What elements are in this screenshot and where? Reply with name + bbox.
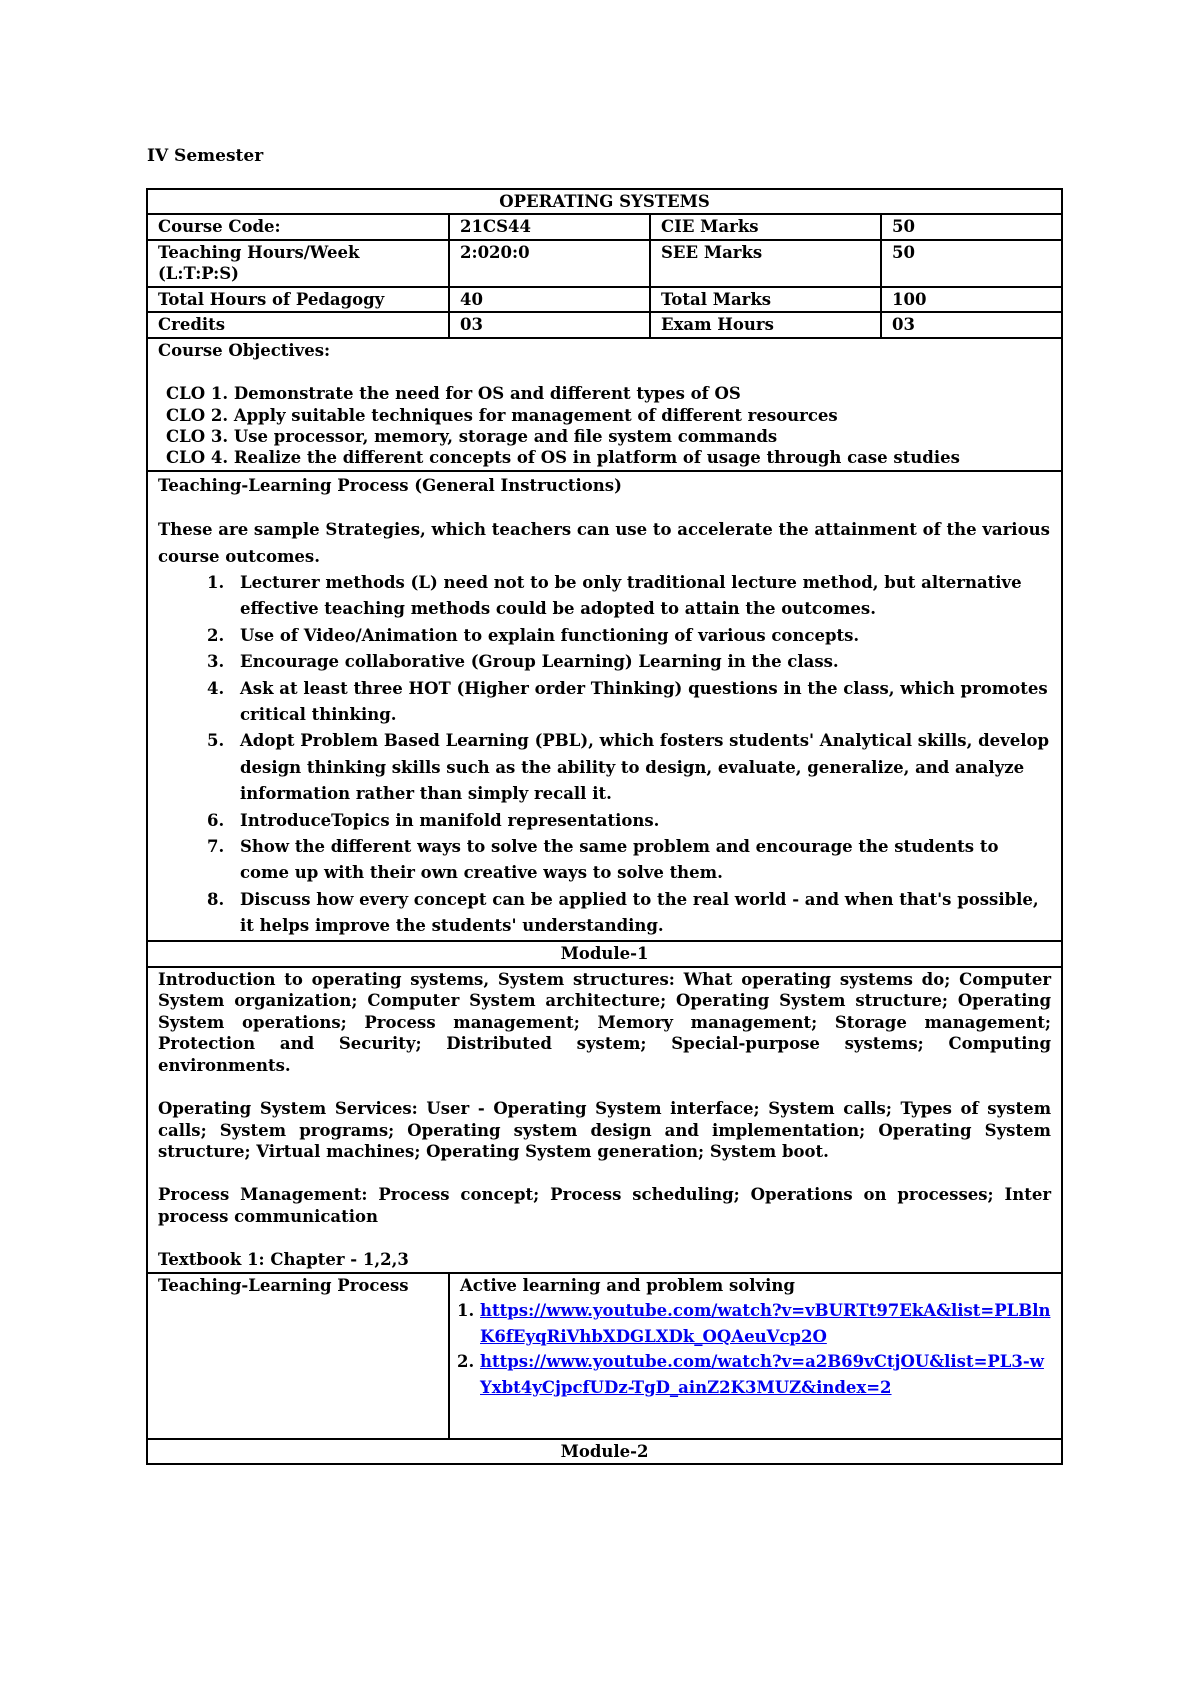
course-objectives xyxy=(147,338,1062,471)
module-1-textbook: Textbook 1: Chapter - 1,2,3 xyxy=(158,1250,409,1270)
module-1-tlp-label: Teaching-Learning Process xyxy=(147,1273,449,1439)
course-info-row xyxy=(147,214,1062,239)
module-1-title: Module-1 xyxy=(147,941,1062,966)
module-2-title: Module-2 xyxy=(147,1439,1062,1464)
tlp-heading: Teaching-Learning Process (General Instructions) xyxy=(158,475,622,495)
info-label: Exam Hours xyxy=(650,312,881,337)
semester-heading: IV Semester xyxy=(147,146,264,166)
course-title: OPERATING SYSTEMS xyxy=(147,189,1062,214)
info-label: Course Code: xyxy=(147,214,449,239)
info-value: 40 xyxy=(449,287,650,312)
info-label: Teaching Hours/Week (L:T:P:S) xyxy=(147,240,449,287)
tlp-strategy-item: 4. Ask at least three HOT (Higher order Thinking) questions in the class, which promotes critical thinking. xyxy=(230,676,1051,729)
tlp-strategy-item: 3. Encourage collaborative (Group Learning) Learning in the class. xyxy=(230,649,1051,675)
clo-item: CLO 3. Use processor, memory, storage and file system commands xyxy=(166,426,778,446)
info-value: 03 xyxy=(449,312,650,337)
clo-item: CLO 2. Apply suitable techniques for management of different resources xyxy=(166,405,838,425)
video-link-item xyxy=(480,1349,1051,1400)
info-label: Total Marks xyxy=(650,287,881,312)
clo-item: CLO 1. Demonstrate the need for OS and different types of OS xyxy=(166,384,741,404)
tlp-strategy-item: 1. Lecturer methods (L) need not to be only traditional lecture method, but alternative effective teaching methods could be adopted to attain the outcomes. xyxy=(230,570,1051,623)
module-1-tlp-heading: Active learning and problem solving xyxy=(460,1275,795,1295)
module-1-paragraph: Introduction to operating systems, System structures: What operating systems do; Computer System organization; Computer System architecture; Operating System structure; Operating System operations; Process management; Memory management; Storage management; Protection and Security; Distributed system; Special-purpose systems; Computing environments. xyxy=(158,969,1052,1075)
tlp-strategy-item: 2. Use of Video/Animation to explain functioning of various concepts. xyxy=(230,623,1051,649)
info-value: 50 xyxy=(881,214,1062,239)
info-label: SEE Marks xyxy=(650,240,881,287)
tlp-strategy-item: 6. IntroduceTopics in manifold representations. xyxy=(230,808,1051,834)
syllabus-table xyxy=(146,188,1063,1465)
info-value: 2:020:0 xyxy=(449,240,650,287)
info-value: 03 xyxy=(881,312,1062,337)
tlp-strategy-list xyxy=(158,570,1051,939)
info-label: CIE Marks xyxy=(650,214,881,239)
objectives-heading: Course Objectives: xyxy=(158,340,331,360)
info-value: 21CS44 xyxy=(449,214,650,239)
module-1-paragraph: Operating System Services: User - Operating System interface; System calls; Types of system calls; System programs; Operating system design and implementation; Operating System structure; Virtual machines; Operating System generation; System boot. xyxy=(158,1099,1052,1161)
video-link-item xyxy=(480,1298,1051,1349)
tlp-strategy-item: 5. Adopt Problem Based Learning (PBL), which fosters students' Analytical skills, develop design thinking skills such as the ability to design, evaluate, generalize, and analyze information rather than simply recall it. xyxy=(230,728,1051,807)
teaching-learning-process xyxy=(147,471,1062,942)
video-link-list xyxy=(460,1298,1051,1400)
tlp-intro: These are sample Strategies, which teachers can use to accelerate the attainment of the various course outcomes. xyxy=(158,520,1050,566)
module-1-tlp-content xyxy=(449,1273,1062,1439)
video-link[interactable]: https://www.youtube.com/watch?v=vBURTt97EkA&list=PLBlnK6fEyqRiVhbXDGLXDk_OQAeuVcp2O xyxy=(480,1301,1051,1346)
tlp-strategy-item: 7. Show the different ways to solve the same problem and encourage the students to come up with their own creative ways to solve them. xyxy=(230,834,1051,887)
info-label: Credits xyxy=(147,312,449,337)
info-value: 100 xyxy=(881,287,1062,312)
course-info-row xyxy=(147,240,1062,287)
video-link[interactable]: https://www.youtube.com/watch?v=a2B69vCtjOU&list=PL3-wYxbt4yCjpcfUDz-TgD_ainZ2K3MUZ&index=2 xyxy=(480,1352,1044,1397)
info-label: Total Hours of Pedagogy xyxy=(147,287,449,312)
clo-item: CLO 4. Realize the different concepts of OS in platform of usage through case studies xyxy=(166,448,960,468)
module-1-content xyxy=(147,967,1062,1273)
module-1-paragraph: Process Management: Process concept; Process scheduling; Operations on processes; Inter process communication xyxy=(158,1185,1052,1226)
course-info-row xyxy=(147,312,1062,337)
course-info-row xyxy=(147,287,1062,312)
info-value: 50 xyxy=(881,240,1062,287)
tlp-strategy-item: 8. Discuss how every concept can be applied to the real world - and when that's possible, it helps improve the students' understanding. xyxy=(230,887,1051,940)
